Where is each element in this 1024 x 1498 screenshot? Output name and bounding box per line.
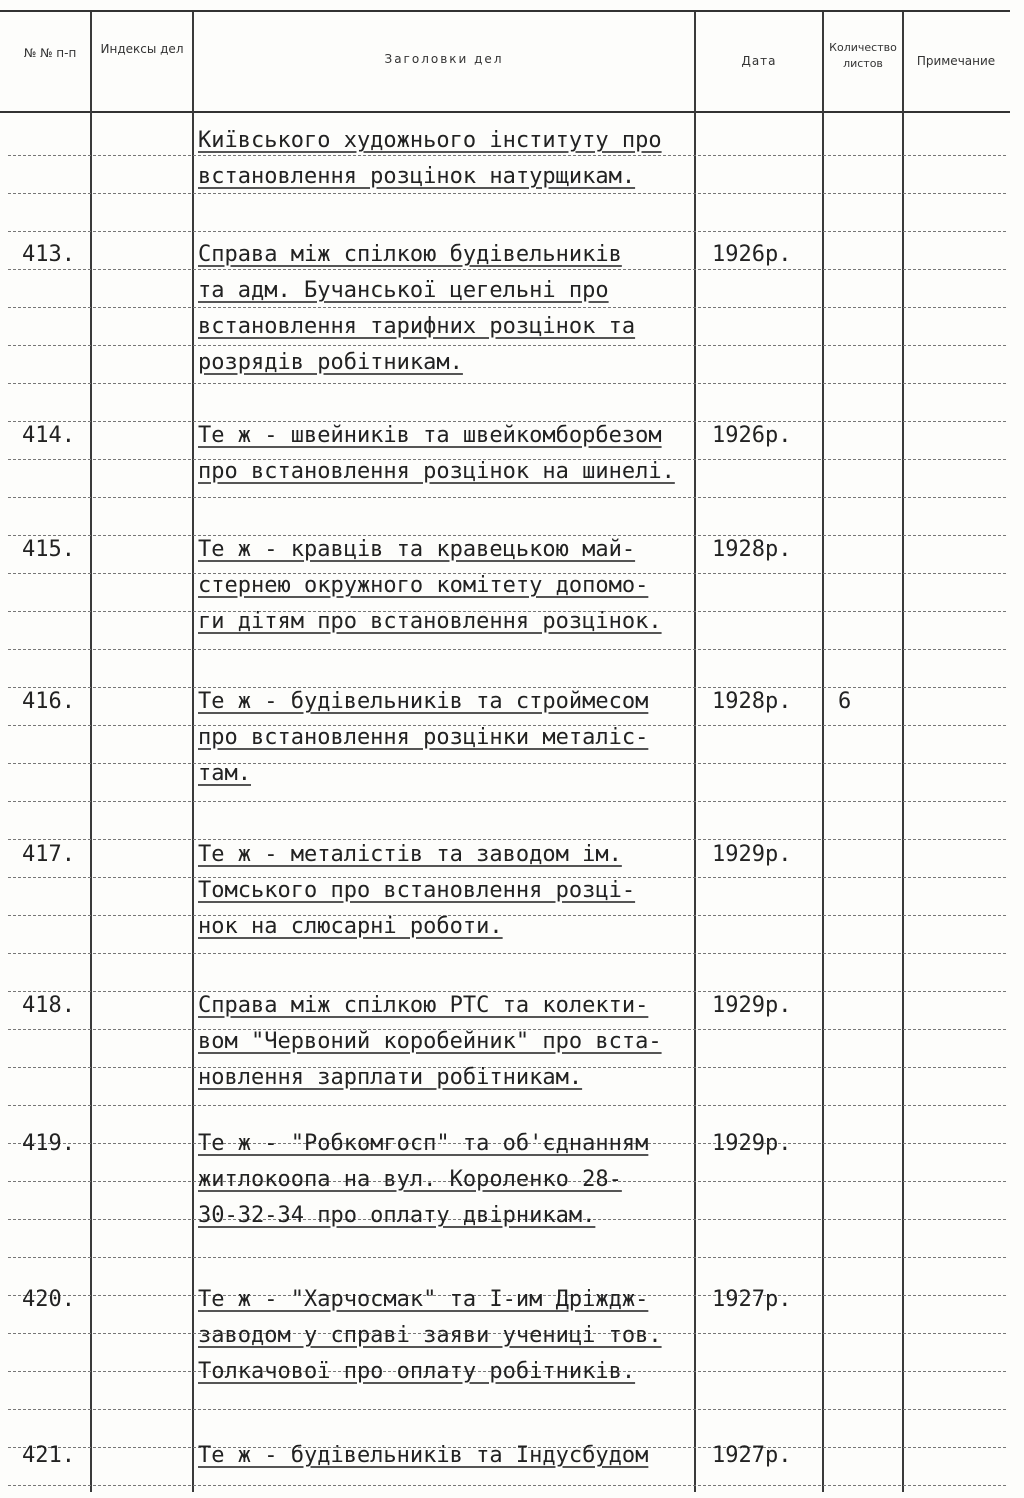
entry-title bbox=[198, 1282, 718, 1390]
entry-count: 6 bbox=[838, 689, 852, 714]
title-line: житлокоопа на вул. Короленко 28- bbox=[198, 1167, 622, 1192]
title-line: Те ж - швейників та швейкомборбезом bbox=[198, 423, 662, 448]
entry-date: 1927р. bbox=[712, 1443, 792, 1468]
title-line: Толкачової про оплату робітників. bbox=[198, 1359, 636, 1384]
entry-date: 1929р. bbox=[712, 1131, 792, 1156]
ruled-line bbox=[8, 1257, 1006, 1258]
title-line: розрядів робітникам. bbox=[198, 350, 463, 375]
entry-title bbox=[198, 837, 718, 945]
entry-number: 413. bbox=[22, 242, 75, 267]
title-line: вом "Червоний коробейник" про вста- bbox=[198, 1029, 662, 1054]
title-line: Томського про встановлення розці- bbox=[198, 878, 636, 903]
title-line: 30-32-34 про оплату двірникам. bbox=[198, 1203, 596, 1228]
ruled-line bbox=[8, 953, 1006, 954]
entry-title bbox=[198, 237, 718, 381]
top-border bbox=[0, 10, 1010, 12]
header-date: Дата bbox=[741, 54, 777, 68]
header-bottom-border bbox=[0, 111, 1010, 113]
title-line: новлення зарплати робітникам. bbox=[198, 1065, 583, 1090]
column-divider bbox=[822, 12, 824, 1492]
entry-number: 418. bbox=[22, 993, 75, 1018]
title-line: про встановлення розцінок на шинелі. bbox=[198, 459, 675, 484]
title-line: Те ж - "Робкомгосп" та об'єднанням bbox=[198, 1131, 649, 1156]
title-line: та адм. Бучанської цегельні про bbox=[198, 278, 609, 303]
entry-number: 419. bbox=[22, 1131, 75, 1156]
entry-date: 1928р. bbox=[712, 537, 792, 562]
title-line: Те ж - будівельників та строймесом bbox=[198, 689, 649, 714]
entry-date: 1926р. bbox=[712, 242, 792, 267]
header-note: Примечание bbox=[916, 54, 996, 68]
entry-title bbox=[198, 123, 718, 195]
title-line: встановлення розцінок натурщикам. bbox=[198, 164, 636, 189]
entry-number: 414. bbox=[22, 423, 75, 448]
title-line: Справа між спілкою будівельників bbox=[198, 242, 622, 267]
entry-title bbox=[198, 1126, 718, 1234]
ruled-line bbox=[8, 801, 1006, 802]
entry-date: 1927р. bbox=[712, 1287, 792, 1312]
ruled-line bbox=[8, 1409, 1006, 1410]
title-line: там. bbox=[198, 761, 251, 786]
entry-number: 416. bbox=[22, 689, 75, 714]
title-line: Справа між спілкою РТС та колекти- bbox=[198, 993, 649, 1018]
ruled-line bbox=[8, 231, 1006, 232]
column-divider bbox=[902, 12, 904, 1492]
column-divider bbox=[90, 12, 92, 1492]
ruled-line bbox=[8, 497, 1006, 498]
title-line: про встановлення розцінки металіс- bbox=[198, 725, 649, 750]
entry-number: 421. bbox=[22, 1443, 75, 1468]
entry-title bbox=[198, 532, 718, 640]
header-title: Заголовки дел bbox=[384, 52, 504, 66]
title-line: ги дітям про встановлення розцінок. bbox=[198, 609, 662, 634]
entry-date: 1928р. bbox=[712, 689, 792, 714]
header-number: № № п-п bbox=[23, 46, 77, 60]
entry-title bbox=[198, 1438, 718, 1474]
title-line: нок на слюсарні роботи. bbox=[198, 914, 503, 939]
ruled-line bbox=[8, 649, 1006, 650]
entry-title bbox=[198, 684, 718, 792]
title-line: Те ж - кравців та кравецькою май- bbox=[198, 537, 636, 562]
column-divider bbox=[192, 12, 194, 1492]
entry-number: 417. bbox=[22, 842, 75, 867]
title-line: стернею окружного комітету допомо- bbox=[198, 573, 649, 598]
ruled-line bbox=[8, 1105, 1006, 1106]
entry-date: 1929р. bbox=[712, 842, 792, 867]
title-line: заводом у справі заяви учениці тов. bbox=[198, 1323, 662, 1348]
title-line: Київського художнього інституту про bbox=[198, 128, 662, 153]
header-index: Индексы дел bbox=[100, 42, 184, 56]
title-line: Те ж - будівельників та Індусбудом bbox=[198, 1443, 649, 1468]
title-line: Те ж - металістів та заводом ім. bbox=[198, 842, 622, 867]
entry-title bbox=[198, 418, 718, 490]
entry-number: 415. bbox=[22, 537, 75, 562]
entry-number: 420. bbox=[22, 1287, 75, 1312]
entry-date: 1929р. bbox=[712, 993, 792, 1018]
entry-date: 1926р. bbox=[712, 423, 792, 448]
title-line: встановлення тарифних розцінок та bbox=[198, 314, 636, 339]
header-count: Количество листов bbox=[829, 41, 897, 70]
title-line: Те ж - "Харчосмак" та I-им Дріждж- bbox=[198, 1287, 649, 1312]
ruled-line bbox=[8, 383, 1006, 384]
entry-title bbox=[198, 988, 718, 1096]
ruled-line bbox=[8, 1485, 1006, 1486]
